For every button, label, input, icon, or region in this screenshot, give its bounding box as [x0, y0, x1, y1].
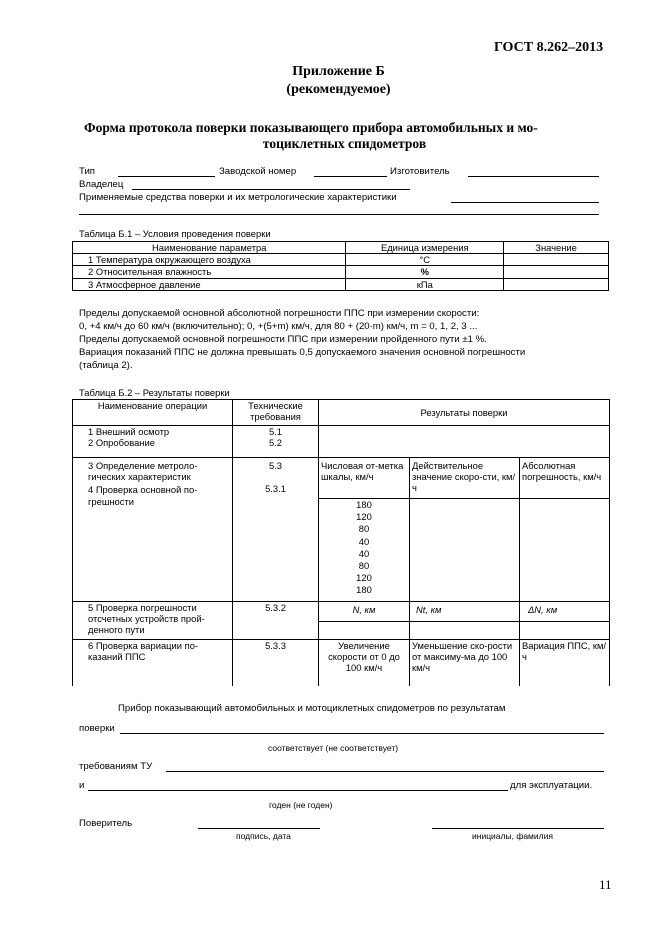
field-means-label: Применяемые средства поверки и их метрологические характеристики — [79, 192, 397, 203]
header-results: Результаты поверки — [319, 400, 610, 426]
field-serial-line — [314, 176, 387, 177]
col-actual-speed: Действительное значение скоро-сти, км/ч — [410, 458, 520, 499]
table-cell — [410, 499, 520, 602]
table-cell — [520, 499, 610, 602]
req-tu-label: требованиям ТУ — [79, 761, 153, 772]
appendix-title: Приложение Б — [292, 64, 385, 79]
req-5-3-3: 5.3.3 — [233, 640, 319, 686]
signature-line — [198, 828, 320, 829]
table-cell: °С — [346, 254, 504, 266]
col-dn-km: ΔN, км — [520, 602, 610, 622]
field-means-line2 — [79, 214, 599, 215]
limits-line3: Пределы допускаемой основной погрешности ППС при измерении пройденного пути ±1 %. — [79, 334, 487, 345]
conditions-table — [72, 241, 609, 291]
req-5-1: 5.1 — [268, 426, 283, 437]
table-cell — [319, 622, 410, 640]
col-scale-mark: Числовая от-метка шкалы, км/ч — [319, 458, 410, 499]
table-row — [73, 640, 610, 686]
table-cell — [504, 266, 609, 278]
speed-value: 120 — [356, 572, 372, 584]
fit-caption: годен (не годен) — [269, 800, 333, 810]
corresponds-caption: соответствует (не соответствует) — [268, 743, 399, 753]
field-owner-line — [132, 189, 410, 190]
table-header-row — [73, 242, 609, 254]
table-cell — [233, 426, 319, 458]
speed-list — [319, 499, 410, 602]
col-decrease: Уменьшение ско-рости от максиму-ма до 100 км/ч — [410, 640, 520, 686]
op-basic-error: 4 Проверка основной по-грешности — [88, 484, 198, 507]
col-variation: Вариация ППС, км/ч — [520, 640, 610, 686]
table-cell — [73, 458, 233, 602]
initials-line — [432, 828, 604, 829]
verify-line — [120, 733, 604, 734]
table-cell: 1 Температура окружающего воздуха — [73, 254, 346, 266]
header-requirements: Технические требования — [233, 400, 319, 426]
table-header-cell: Наименование параметра — [73, 242, 346, 254]
field-owner-label: Владелец — [79, 179, 124, 190]
field-maker-label: Изготовитель — [390, 166, 450, 177]
field-type-label: Тип — [79, 166, 95, 177]
header-operation: Наименование операции — [73, 400, 233, 426]
limits-line2: 0, +4 км/ч до 60 км/ч (включительно); 0, +(5+m) км/ч, для 80 + (20·m) км/ч, m = 0, 1, 2, 3 ... — [79, 321, 478, 332]
form-title-line2: тоциклетных спидометров — [262, 136, 427, 151]
req-tu-line — [166, 771, 604, 772]
op-metrology: 3 Определение метроло-гических характеристик — [88, 460, 198, 483]
table-row — [73, 602, 610, 622]
appendix-subtitle: (рекомендуемое) — [286, 82, 391, 97]
and-label: и — [79, 780, 85, 791]
col-abs-error: Абсолютная погрешность, км/ч — [520, 458, 610, 499]
table-cell — [520, 622, 610, 640]
speed-value: 180 — [356, 499, 372, 510]
col-nt-km: Nt, км — [410, 602, 520, 622]
table-header-row — [73, 400, 610, 426]
table-cell: % — [346, 266, 504, 278]
table-row — [73, 266, 609, 278]
table-cell — [73, 426, 233, 458]
table-cell: 3 Атмосферное давление — [73, 278, 346, 290]
limits-line4: Вариация показаний ППС не должна превышать 0,5 допускаемого значения основной погрешности — [79, 347, 526, 358]
table1-caption: Таблица Б.1 – Условия проведения поверки — [79, 228, 271, 239]
req-5-3: 5.3 — [268, 460, 283, 471]
table2-caption: Таблица Б.2 – Результаты поверки — [79, 387, 230, 398]
req-5-3-1: 5.3.1 — [265, 483, 286, 495]
limits-line1: Пределы допускаемой основной абсолютной погрешности ППС при измерении скорости: — [79, 308, 480, 319]
for-use-label: для эксплуатации. — [510, 780, 593, 791]
speed-value: 120 — [356, 511, 372, 523]
table-row — [73, 278, 609, 290]
conclusion-line1: Прибор показывающий автомобильных и мотоциклетных спидометров по результатам — [118, 703, 506, 714]
results-table — [72, 399, 610, 686]
speed-value: 40 — [358, 547, 370, 559]
and-line — [88, 790, 508, 791]
speed-value: 80 — [358, 523, 370, 535]
table-cell — [319, 426, 610, 458]
req-5-2: 5.2 — [268, 437, 283, 449]
standard-header: ГОСТ 8.262–2013 — [494, 40, 604, 55]
sign-date-caption: подпись, дата — [236, 831, 291, 841]
page-number: 11 — [599, 877, 612, 892]
table-row — [73, 254, 609, 266]
op-external: 1 Внешний осмотр — [88, 426, 170, 437]
table-cell — [410, 622, 520, 640]
table-cell — [504, 278, 609, 290]
verifier-label: Поверитель — [79, 818, 133, 829]
table-cell: 2 Относительная влажность — [73, 266, 346, 278]
table-row — [73, 426, 610, 458]
table-row — [73, 458, 610, 499]
table-header-cell: Единица измерения — [346, 242, 504, 254]
op-testing: 2 Опробование — [88, 437, 155, 449]
table-cell: кПа — [346, 278, 504, 290]
col-increase: Увеличение скорости от 0 до 100 км/ч — [319, 640, 410, 686]
initials-caption: инициалы, фамилия — [472, 831, 553, 841]
field-type-line — [118, 176, 215, 177]
table-cell — [504, 254, 609, 266]
verify-label: поверки — [79, 723, 115, 734]
speed-value: 40 — [358, 535, 370, 547]
field-maker-line — [468, 176, 599, 177]
op-variation: 6 Проверка вариации по-казаний ППС — [73, 640, 233, 686]
table-cell — [233, 458, 319, 602]
form-title-line1: Форма протокола поверки показывающего прибора автомобильных и мо- — [84, 120, 538, 135]
speed-value: 180 — [356, 584, 372, 596]
field-serial-label: Заводской номер — [219, 166, 297, 177]
op-distance: 5 Проверка погрешности отсчетных устройств прой-денного пути — [73, 602, 233, 640]
speed-value: 80 — [358, 560, 370, 572]
col-n-km: N, км — [319, 602, 410, 622]
table-header-cell: Значение — [504, 242, 609, 254]
limits-line5: (таблица 2). — [79, 360, 133, 371]
field-means-line — [451, 202, 599, 203]
req-5-3-2: 5.3.2 — [233, 602, 319, 640]
